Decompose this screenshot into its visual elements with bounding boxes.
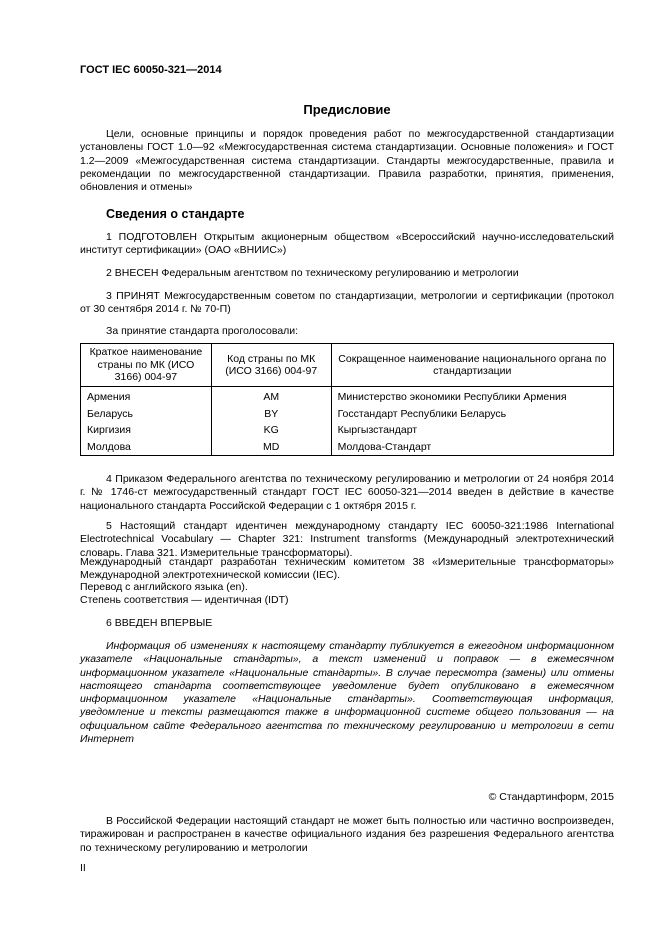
info-heading: Сведения о стандарте [106,207,245,221]
changes-notice: Информация об изменениях к настоящему стандарту публикуется в ежегодном информационном указателе «Национальные стандарты», а текст изменений и поправок — в ежемесячном информационном указателе «Национальные стандарты». В случае пересмотра (замены) или отмены настоящего стандарта соответствующее уведомление будет опубликовано в ежемесячном информационном указателе «Национальные стандарты». Соответствующая информация, уведомление и тексты размещаются также в информационной системе общего пользования — на официальном сайте Федерального агентства по техническому регулированию и метрологии в сети Интернет [80,640,614,746]
table-row [81,406,614,423]
national-body: Госстандарт Республики Беларусь [331,406,613,423]
national-body: Молдова-Стандарт [331,439,613,456]
country-name: Беларусь [81,406,212,423]
country-name: Армения [81,387,212,406]
foreword-intro: Цели, основные принципы и порядок проведения работ по межгосударственной стандартизации установлены ГОСТ 1.0—92 «Межгосударственная система стандартизации. Основные положения» и ГОСТ 1.2—2009 «Межгосударственная система стандартизации. Стандарты межгосударственные, правила и рекомендации по межгосударственной стандартизации. Правила разработки, принятия, применения, обновления и отмены» [80,128,614,194]
header-national-body: Сокращенное наименование национального органа по стандартизации [331,344,613,387]
table-row [81,387,614,406]
country-code: BY [211,406,331,423]
country-code: KG [211,422,331,439]
reproduction-restriction: В Российской Федерации настоящий стандарт не может быть полностью или частично воспроизведен, тиражирован и распространен в качестве официального издания без разрешения Федерального агентства по техническому регулированию и метрологии [80,815,614,854]
header-country-name: Краткое наименование страны по МК (ИСО 3166) 004-97 [81,344,212,387]
national-body: Министерство экономики Республики Армения [331,387,613,406]
country-name: Киргизия [81,422,212,439]
info-item-2: 2 ВНЕСЕН Федеральным агентством по техническому регулированию и метрологии [106,267,519,279]
info-item-5-language: Перевод с английского языка (en). [80,581,248,593]
country-name: Молдова [81,439,212,456]
table-row [81,439,614,456]
foreword-title: Предисловие [303,102,391,117]
header-country-code: Код страны по МК (ИСО 3166) 004-97 [211,344,331,387]
document-code: ГОСТ IEC 60050-321—2014 [80,64,222,76]
info-item-5-degree: Степень соответствия — идентичная (IDT) [80,594,289,606]
info-item-1: 1 ПОДГОТОВЛЕН Открытым акционерным обществом «Всероссийский научно-исследовательский институт сертификации» (ОАО «ВНИИС») [80,231,614,257]
country-code: AM [211,387,331,406]
copyright: © Стандартинформ, 2015 [488,791,614,803]
vote-table [80,343,614,456]
national-body: Кыргызстандарт [331,422,613,439]
country-code: MD [211,439,331,456]
info-item-3: 3 ПРИНЯТ Межгосударственным советом по стандартизации, метрологии и сертификации (протокол от 30 сентября 2014 г. № 70-П) [80,290,614,316]
vote-table-header [81,344,614,387]
info-item-5-developer: Международный стандарт разработан техническим комитетом 38 «Измерительные трансформаторы» Международной электротехнической комиссии (IEC). [80,556,614,582]
vote-intro: За принятие стандарта проголосовали: [106,325,299,337]
info-item-6: 6 ВВЕДЕН ВПЕРВЫЕ [106,617,213,629]
page-number: II [80,862,86,874]
table-row [81,422,614,439]
info-item-4: 4 Приказом Федерального агентства по техническому регулированию и метрологии от 24 ноября 2014 г. № 1746-ст межгосударственный стандарт ГОСТ IEC 60050-321—2014 введен в действие в качестве национального стандарта Российской Федерации с 1 октября 2015 г. [80,473,614,512]
info-item-5: 5 Настоящий стандарт идентичен международному стандарту IEC 60050-321:1986 International Electrotechnical Vocabulary — Chapter 321: Instrument transforms (Международный электротехнический словарь. Глава 321. Измерительные трансформаторы). [80,520,614,559]
